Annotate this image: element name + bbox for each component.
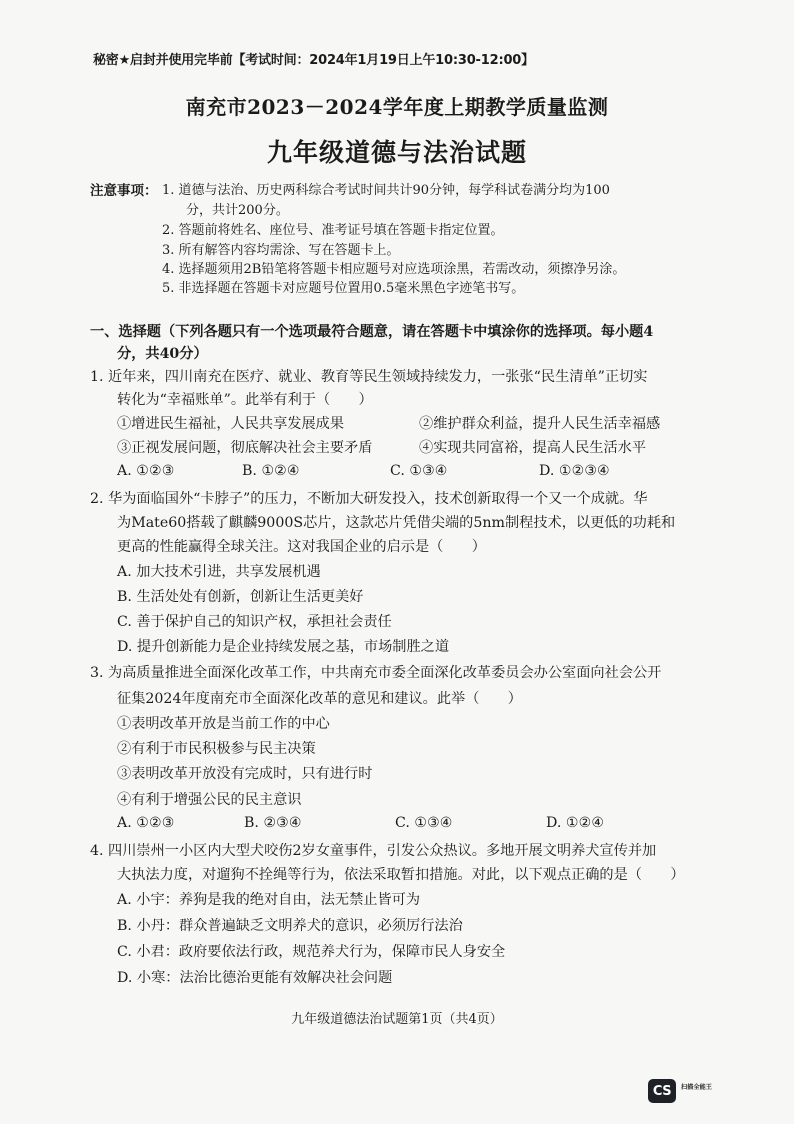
note-item: 5. 非选择题在答题卡对应题号位置用0.5毫米黑色字迹笔书写。 [162, 281, 525, 296]
question-1-statement-4: ④实现共同富裕，提高人民生活水平 [419, 440, 647, 456]
question-3-statement-2: ②有利于市民积极参与民主决策 [117, 741, 316, 757]
question-4-stem: 4. 四川崇州一小区内大型犬咬伤2岁女童事件，引发公众热议。多地开展文明养犬宣传并加 [90, 843, 657, 859]
question-1-option-d: D. ①②③④ [539, 463, 610, 479]
question-2-stem: 2. 华为面临国外“卡脖子”的压力，不断加大研发投入，技术创新取得一个又一个成就。华 [90, 491, 648, 507]
section-heading-cont: 分，共40分） [117, 346, 208, 362]
question-3-statement-1: ①表明改革开放是当前工作的中心 [117, 716, 330, 732]
question-3-stem-cont: 征集2024年度南充市全面深化改革的意见和建议。此举（ ） [117, 691, 522, 707]
question-1-stem: 1. 近年来，四川南充在医疗、就业、教育等民生领域持续发力，一张张“民生清单”正切实 [90, 369, 648, 385]
question-3-statement-4: ④有利于增强公民的民主意识 [117, 792, 302, 808]
question-2-option-d: D. 提升创新能力是企业持续发展之基，市场制胜之道 [117, 639, 450, 655]
note-item: 分，共计200分。 [186, 203, 289, 218]
question-4-option-a: A. 小宇：养狗是我的绝对自由，法无禁止皆可为 [117, 892, 421, 908]
note-item: 1. 道德与法治、历史两科综合考试时间共计90分钟，每学科试卷满分均为100 [162, 183, 610, 198]
question-1-stem-cont: 转化为“幸福账单”。此举有利于（ ） [117, 392, 373, 408]
question-3-stem: 3. 为高质量推进全面深化改革工作，中共南充市委全面深化改革委员会办公室面向社会公开 [90, 665, 662, 681]
question-3-statement-3: ③表明改革开放没有完成时，只有进行时 [117, 766, 373, 782]
secrecy-notice: 秘密★启封并使用完毕前【考试时间：2024年1月19日上午10:30-12:00】 [93, 53, 534, 68]
note-item: 4. 选择题须用2B铅笔将答题卡相应题号对应选项涂黑，若需改动，须擦净另涂。 [162, 262, 626, 277]
camscanner-watermark: 扫描全能王 [681, 1084, 712, 1091]
question-3-option-c: C. ①③④ [395, 815, 453, 831]
question-2-option-a: A. 加大技术引进，共享发展机遇 [117, 564, 321, 580]
question-1-option-c: C. ①③④ [390, 463, 448, 479]
question-1-statement-3: ③正视发展问题，彻底解决社会主要矛盾 [117, 440, 373, 456]
question-4-option-b: B. 小丹：群众普遍缺乏文明养犬的意识，必须厉行法治 [117, 918, 463, 934]
question-2-stem-cont: 为Mate60搭载了麒麟9000S芯片，这款芯片凭借尖端的5nm制程技术，以更低的功耗和 [117, 515, 676, 531]
notes-label: 注意事项： [90, 183, 158, 199]
question-4-stem-cont: 大执法力度，对遛狗不拴绳等行为，依法采取暂扣措施。对此，以下观点正确的是（ ） [117, 867, 685, 883]
question-1-statement-1: ①增进民生福祉，人民共享发展成果 [117, 416, 345, 432]
note-item: 2. 答题前将姓名、座位号、准考证号填在答题卡指定位置。 [162, 223, 504, 238]
question-3-option-a: A. ①②③ [117, 815, 175, 831]
question-4-option-d: D. 小寒：法治比德治更能有效解决社会问题 [117, 970, 393, 986]
note-item: 3. 所有解答内容均需涂、写在答题卡上。 [162, 243, 400, 258]
page-footer: 九年级道德法治试题第1页（共4页） [291, 1012, 503, 1027]
question-1-statement-2: ②维护群众利益，提升人民生活幸福感 [419, 416, 661, 432]
question-2-option-b: B. 生活处处有创新，创新让生活更美好 [117, 589, 364, 605]
question-3-option-d: D. ①②④ [546, 815, 605, 831]
question-3-option-b: B. ②③④ [244, 815, 302, 831]
exam-subject-title: 九年级道德与法治试题 [266, 138, 527, 167]
question-4-option-c: C. 小君：政府要依法行政，规范养犬行为，保障市民人身安全 [117, 944, 506, 960]
question-1-option-b: B. ①②④ [242, 463, 300, 479]
section-heading: 一、选择题（下列各题只有一个选项最符合题意，请在答题卡中填涂你的选择项。每小题4 [90, 324, 654, 340]
question-1-option-a: A. ①②③ [117, 463, 175, 479]
camscanner-logo-icon: CS [648, 1079, 676, 1103]
question-2-stem-cont: 更高的性能赢得全球关注。这对我国企业的启示是（ ） [117, 539, 486, 555]
exam-title: 南充市2023－2024学年度上期教学质量监测 [185, 95, 609, 119]
question-2-option-c: C. 善于保护自己的知识产权，承担社会责任 [117, 614, 392, 630]
